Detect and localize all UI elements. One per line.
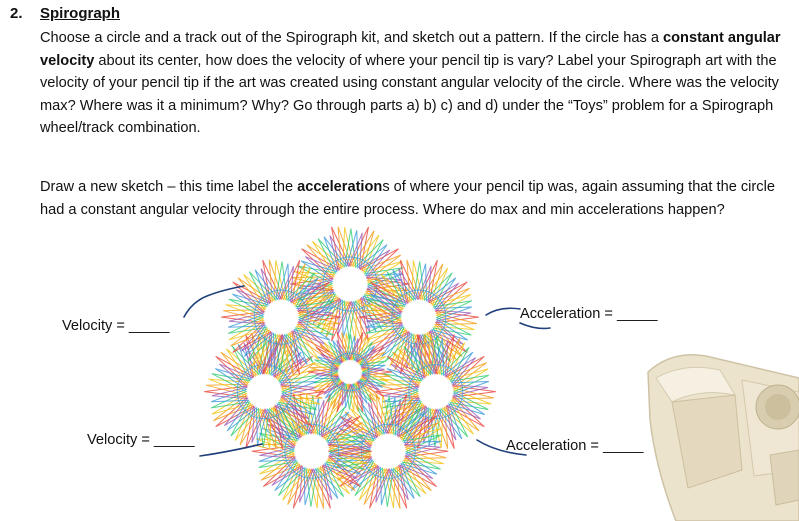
acceleration-label-bottom: Acceleration = _____ bbox=[506, 438, 644, 454]
spirograph-pattern bbox=[204, 227, 496, 509]
velocity-label-top: Velocity = _____ bbox=[62, 318, 170, 334]
p1-text-a: Choose a circle and a track out of the Spirograph kit, and sketch out a pattern. If the circle has a bbox=[40, 30, 664, 46]
pen-stroke-top-right-under bbox=[520, 323, 550, 328]
pen-stroke-top-right bbox=[486, 308, 520, 315]
p2-bold-term: acceleration bbox=[297, 179, 383, 195]
p2-text-a: Draw a new sketch – this time label the bbox=[40, 179, 298, 195]
spiro-rosette-5 bbox=[256, 395, 367, 509]
problem-number: 2. bbox=[10, 5, 23, 22]
p2-text-b: s of where your pencil tip was, again assuming that the circle had a constant angular velocity through the entire process. Where do max and min accelerations happen? bbox=[40, 179, 775, 218]
pen-stroke-top-left bbox=[184, 286, 244, 317]
pen-stroke-bottom-left bbox=[200, 444, 262, 456]
spirograph-kit-photo bbox=[648, 355, 799, 521]
acceleration-label-top: Acceleration = _____ bbox=[520, 306, 658, 322]
p1-text-b: about its center, how does the velocity of where your pencil tip is vary? Label your Spirograph art with the velocity of your pencil tip if the art was created using constant angular velocity of the circle. Where was the velocity max? Where was it a minimum? Why? Go through parts a) b) c) and d) under the “Toys” problem for a Spirograph wheel/track combination. bbox=[40, 52, 779, 137]
p1-bold-term: constant angular velocity bbox=[40, 30, 781, 69]
velocity-label-bottom: Velocity = _____ bbox=[87, 432, 195, 448]
problem-title: Spirograph bbox=[40, 5, 121, 22]
